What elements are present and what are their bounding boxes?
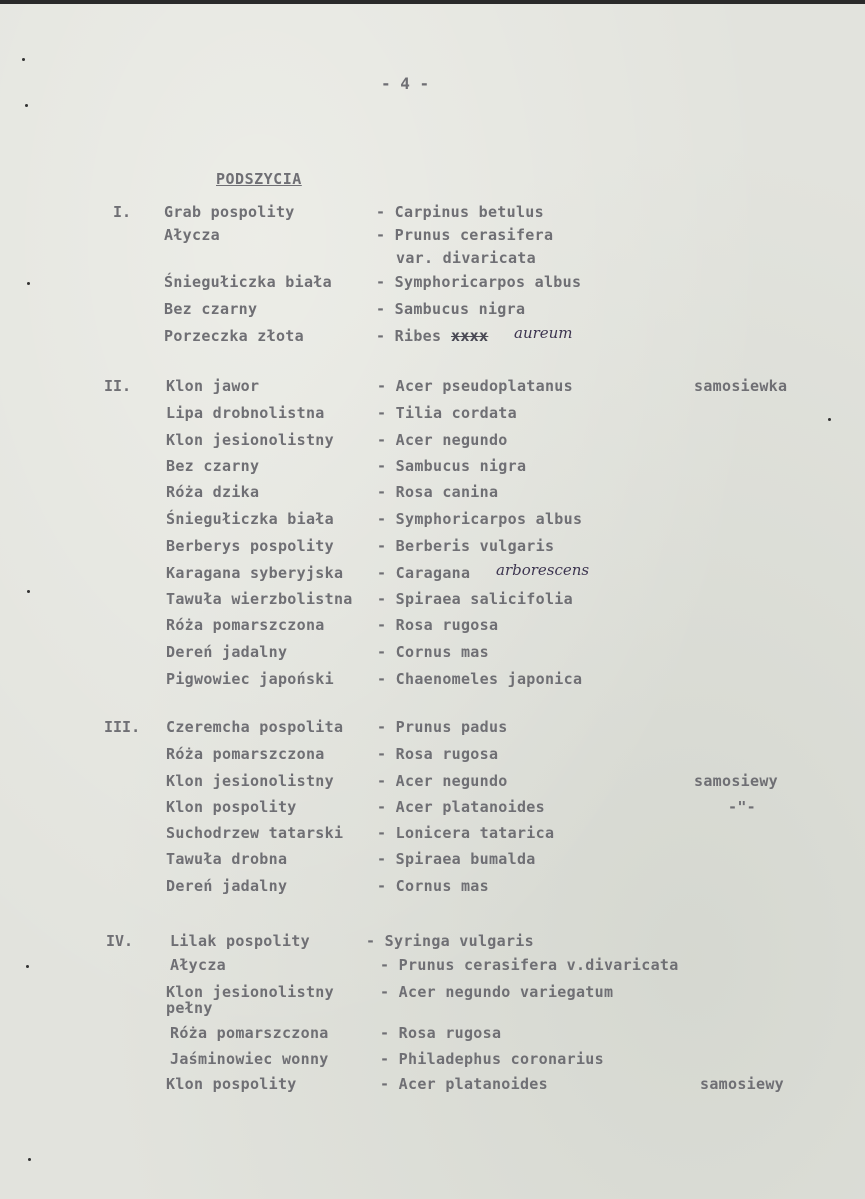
latin-name: - Symphoricarpos albus: [377, 510, 583, 528]
latin-name: - Rosa canina: [377, 483, 499, 501]
latin-name: - Berberis vulgaris: [377, 537, 555, 555]
latin-name: - Rosa rugosa: [380, 1024, 502, 1042]
scan-speck: [28, 1158, 31, 1161]
latin-name: - Tilia cordata: [377, 404, 517, 422]
scan-edge: [0, 0, 865, 4]
latin-name: - Rosa rugosa: [377, 616, 499, 634]
polish-name: Dereń jadalny: [166, 877, 288, 895]
polish-name: Bez czarny: [166, 457, 260, 475]
latin-name: - Cornus mas: [377, 643, 489, 661]
section-number: IV.: [106, 932, 134, 950]
scan-speck: [25, 104, 28, 107]
latin-name: - Acer pseudoplatanus: [377, 377, 573, 395]
polish-name: Dereń jadalny: [166, 643, 288, 661]
section-number: II.: [104, 377, 132, 395]
latin-variety: var. divaricata: [396, 249, 536, 267]
polish-name: Ałycza: [170, 956, 226, 974]
latin-name: - Lonicera tatarica: [377, 824, 555, 842]
polish-name: Lilak pospolity: [170, 932, 310, 950]
polish-name: Róża pomarszczona: [166, 745, 325, 763]
scan-speck: [27, 282, 30, 285]
latin-name: - Acer negundo: [377, 772, 508, 790]
latin-name: - Prunus padus: [377, 718, 508, 736]
latin-name: - Acer negundo: [377, 431, 508, 449]
latin-name: - Spiraea bumalda: [377, 850, 536, 868]
polish-name: Porzeczka złota: [164, 327, 304, 345]
polish-name: Róża pomarszczona: [170, 1024, 329, 1042]
polish-name: Klon jesionolistny: [166, 983, 334, 1001]
handwritten-annotation: aureum: [514, 324, 573, 342]
polish-name: Berberys pospolity: [166, 537, 334, 555]
polish-name: Klon jesionolistny: [166, 772, 334, 790]
polish-name: Tawuła wierzbolistna: [166, 590, 353, 608]
polish-name: Róża pomarszczona: [166, 616, 325, 634]
section-number: III.: [104, 718, 141, 736]
latin-name: - Rosa rugosa: [377, 745, 499, 763]
latin-name: - Acer negundo variegatum: [380, 983, 614, 1001]
polish-name: Róża dzika: [166, 483, 260, 501]
polish-name: Bez czarny: [164, 300, 258, 318]
latin-name: - Syringa vulgaris: [366, 932, 534, 950]
ditto-mark: -"-: [728, 798, 756, 816]
latin-name: - Prunus cerasifera v.divaricata: [380, 956, 679, 974]
latin-name: - Spiraea salicifolia: [377, 590, 573, 608]
section-number: I.: [113, 203, 132, 221]
polish-name: Tawuła drobna: [166, 850, 288, 868]
note: samosiewy: [700, 1075, 784, 1093]
note: samosiewka: [694, 377, 788, 395]
polish-name: Grab pospolity: [164, 203, 295, 221]
polish-name: Klon pospolity: [166, 1075, 297, 1093]
latin-name: - Acer platanoides: [380, 1075, 548, 1093]
latin-name: - Acer platanoides: [377, 798, 545, 816]
scan-speck: [828, 418, 831, 421]
note: samosiewy: [694, 772, 778, 790]
latin-name: - Cornus mas: [377, 877, 489, 895]
latin-name: - Ribes: [376, 327, 442, 345]
polish-name: Klon pospolity: [166, 798, 297, 816]
polish-name-continued: pełny: [166, 999, 213, 1017]
polish-name: Pigwowiec japoński: [166, 670, 334, 688]
polish-name: Suchodrzew tatarski: [166, 824, 344, 842]
scan-speck: [26, 965, 29, 968]
page-number: - 4 -: [381, 74, 430, 93]
latin-name: - Philadephus coronarius: [380, 1050, 604, 1068]
scan-speck: [27, 590, 30, 593]
polish-name: Ałycza: [164, 226, 220, 244]
polish-name: Klon jesionolistny: [166, 431, 334, 449]
handwritten-annotation: arborescens: [496, 561, 590, 579]
polish-name: Czeremcha pospolita: [166, 718, 344, 736]
latin-name: - Caragana: [377, 564, 471, 582]
polish-name: Lipa drobnolistna: [166, 404, 325, 422]
latin-name: - Symphoricarpos albus: [376, 273, 582, 291]
latin-name: - Sambucus nigra: [376, 300, 526, 318]
crossed-out-text: xxxx: [451, 327, 489, 345]
polish-name: Klon jawor: [166, 377, 260, 395]
polish-name: Jaśminowiec wonny: [170, 1050, 329, 1068]
polish-name: Śniegułiczka biała: [166, 510, 334, 528]
latin-name: - Carpinus betulus: [376, 203, 544, 221]
section-heading: PODSZYCIA: [216, 170, 302, 188]
latin-name: - Prunus cerasifera: [376, 226, 554, 244]
polish-name: Śniegułiczka biała: [164, 273, 332, 291]
polish-name: Karagana syberyjska: [166, 564, 344, 582]
latin-name: - Sambucus nigra: [377, 457, 527, 475]
latin-name: - Chaenomeles japonica: [377, 670, 583, 688]
scan-speck: [22, 58, 25, 61]
